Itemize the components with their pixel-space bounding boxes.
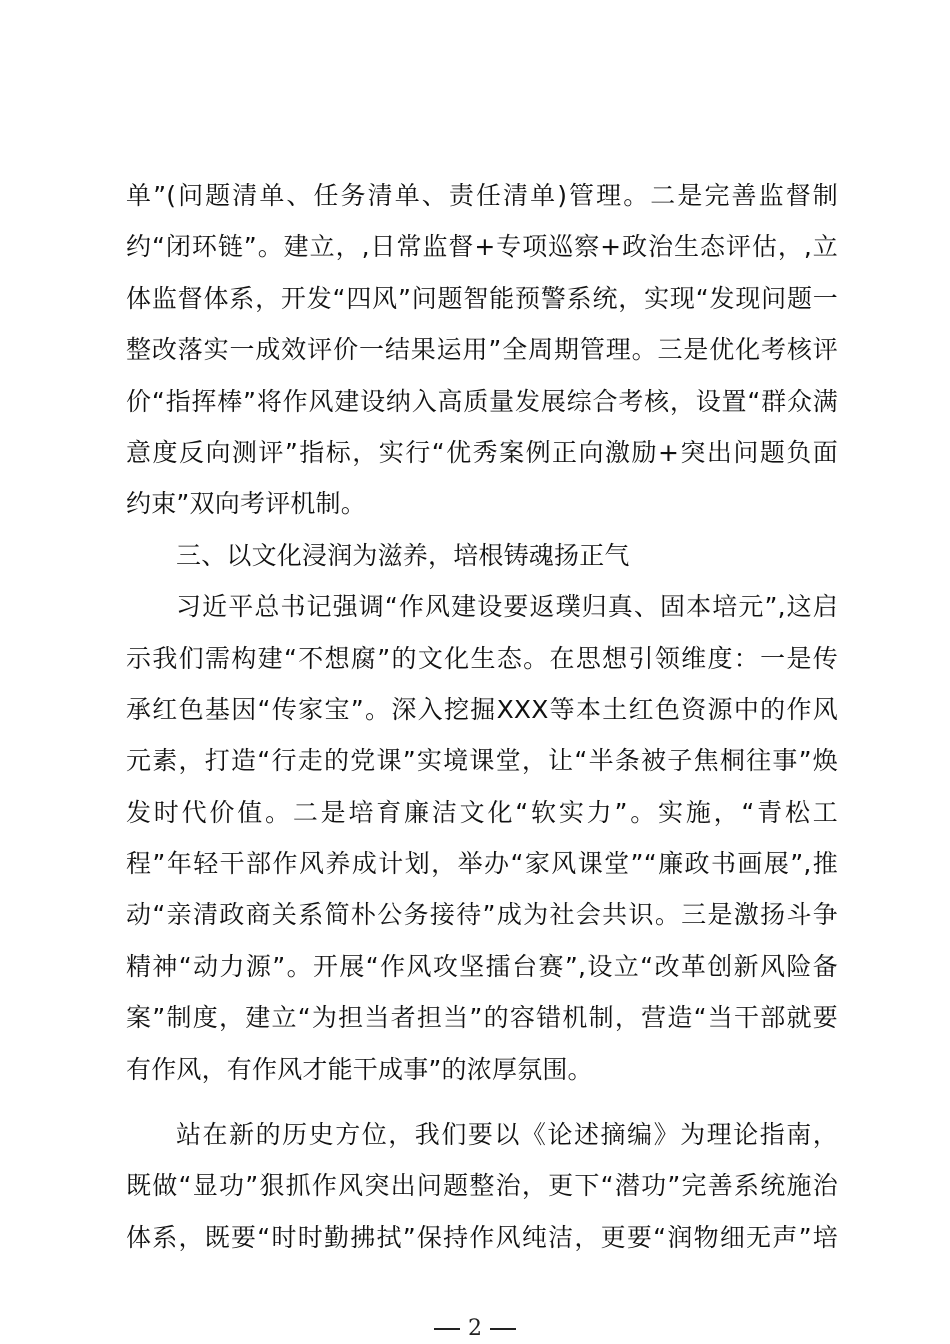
text-line: 体监督体系，开发“四风”问题智能预警系统，实现“发现问题一	[126, 283, 838, 313]
text-line: 程”年轻干部作风养成计划，举办“家风课堂”“廉政书画展”,推	[126, 849, 838, 879]
page-number: 2	[468, 1316, 482, 1341]
text-line: 既做“显功”狠抓作风突出问题整治，更下“潜功”完善系统施治	[126, 1171, 838, 1201]
text-line: 体系，既要“时时勤拂拭”保持作风纯洁，更要“润物细无声”培	[126, 1222, 838, 1252]
text-line: 站在新的历史方位，我们要以《论述摘编》为理论指南，	[176, 1120, 838, 1150]
text-line: 发时代价值。二是培育廉洁文化“软实力”。实施，“青松工	[126, 797, 838, 827]
paragraph-gap	[126, 1095, 838, 1109]
text-line: 单”(问题清单、任务清单、责任清单)管理。二是完善监督制	[126, 181, 838, 210]
text-line: 动“亲清政商关系简朴公务接待”成为社会共识。三是激扬斗争	[126, 900, 838, 930]
footer-dash-left	[434, 1328, 460, 1330]
body-text	[126, 170, 838, 1263]
text-line: 约“闭环链”。建立，,日常监督+专项巡察+政治生态评估，,立	[126, 232, 838, 262]
footer-dash-right	[490, 1328, 516, 1330]
section-heading: 三、以文化浸润为滋养，培根铸魂扬正气	[176, 540, 630, 570]
text-line: 案”制度，建立“为担当者担当”的容错机制，营造“当干部就要	[126, 1003, 838, 1033]
text-line: 价“指挥棒”将作风建设纳入高质量发展综合考核，设置“群众满	[126, 386, 838, 416]
text-line: 约束”双向考评机制。	[126, 489, 366, 519]
page-footer	[0, 1316, 950, 1342]
text-line: 示我们需构建“不想腐”的文化生态。在思想引领维度：一是传	[126, 643, 838, 673]
text-line: 承红色基因“传家宝”。深入挖掘XXX等本土红色资源中的作风	[126, 694, 838, 724]
text-line: 有作风，有作风才能干成事”的浓厚氛围。	[126, 1054, 593, 1084]
text-line: 整改落实一成效评价一结果运用”全周期管理。三是优化考核评	[126, 335, 838, 365]
text-line: 意度反向测评”指标，实行“优秀案例正向激励+突出问题负面	[126, 437, 838, 467]
text-line: 元素，打造“行走的党课”实境课堂，让“半条被子焦桐往事”焕	[126, 746, 838, 776]
text-line: 习近平总书记强调“作风建设要返璞归真、固本培元”,这启	[176, 592, 838, 622]
text-line: 精神“动力源”。开展“作风攻坚擂台赛”,设立“改革创新风险备	[126, 951, 838, 981]
